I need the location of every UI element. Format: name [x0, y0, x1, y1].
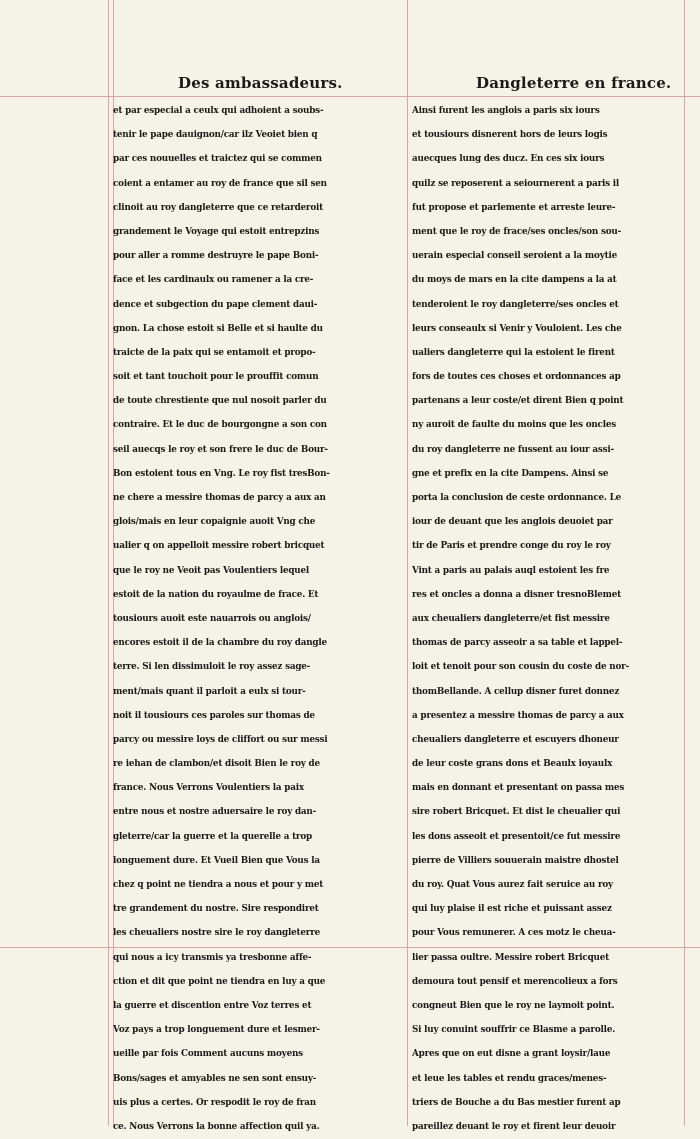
text-line: ce. Nous Verrons la bonne affection quil ya.	[113, 1121, 320, 1132]
right-text-column	[412, 99, 697, 1139]
text-line: loit et tenoit pour son cousin du coste de nor-	[412, 662, 630, 673]
text-line: pareillez deuant le roy et firent leur deuoir	[412, 1121, 616, 1132]
text-line: et tousiours disnerent hors de leurs logis	[412, 130, 608, 141]
margin-rule-left-outer	[108, 0, 109, 1126]
text-line: cheualiers dangleterre et escuyers dhoneur	[412, 734, 619, 745]
text-line: glois/mais en leur copaignie auoit Vng che	[113, 517, 316, 528]
text-line: fors de toutes ces choses et ordonnances ap	[412, 372, 621, 383]
text-line: seil auecqs le roy et son frere le duc de Bour-	[113, 444, 328, 455]
text-line: qui luy plaise il est riche et puissant assez	[412, 904, 612, 915]
text-line: les dons asseoit et presentoit/ce fut messire	[412, 831, 621, 842]
text-line: Bons/sages et amyables ne sen sont ensuy-	[113, 1073, 317, 1084]
text-line: dence et subgection du pape clement daui-	[113, 299, 318, 310]
text-line: aux cheualiers dangleterre/et fist messire	[412, 613, 610, 624]
text-line: et leue les tables et rendu graces/menes-	[412, 1073, 607, 1084]
text-line: lier passa oultre. Messire robert Bricquet	[412, 952, 609, 963]
text-line: mais en donnant et presentant on passa mes	[412, 783, 625, 794]
text-line: france. Nous Verrons Voulentiers la paix	[113, 783, 304, 794]
text-line: clinoit au roy dangleterre que ce retarderoit	[113, 202, 324, 213]
text-line: ualier q on appelloit messire robert bricquet	[113, 541, 325, 552]
text-line: tre grandement du nostre. Sire respondiret	[113, 904, 319, 915]
text-line: congneut Bien que le roy ne laymoit point.	[412, 1000, 615, 1011]
text-line: contraire. Et le duc de bourgongne a son con	[113, 420, 327, 431]
left-running-header: Des ambassadeurs.	[178, 74, 343, 92]
text-line: pierre de Villiers souuerain maistre dhostel	[412, 855, 619, 866]
text-line: iour de deuant que les anglois deuoiet par	[412, 517, 613, 528]
text-line: porta la conclusion de ceste ordonnance. Le	[412, 493, 622, 503]
text-line: pour Vous remunerer. A ces motz le cheua-	[412, 928, 616, 939]
text-line: tousiours auoit este nauarrois ou anglois/	[113, 613, 311, 624]
text-line: uis plus a certes. Or respodit le roy de fran	[113, 1097, 316, 1108]
text-line: ment/mais quant il parloit a eulx si tour-	[113, 686, 306, 697]
text-line: Ainsi furent les anglois a paris six iours	[412, 106, 600, 116]
text-line: demoura tout pensif et merencolieux a fors	[412, 976, 618, 987]
text-line: Si luy conuint souffrir ce Blasme a parolle.	[412, 1025, 616, 1036]
text-line: entre nous et nostre aduersaire le roy dan-	[113, 807, 317, 818]
text-line: du roy. Quat Vous aurez fait seruice au roy	[412, 880, 613, 890]
text-line: face et les cardinaulx ou ramener a la cre-	[113, 275, 314, 286]
text-line: thomas de parcy asseoir a sa table et lappel-	[412, 638, 623, 649]
text-line: du moys de mars en la cite dampens a la at	[412, 275, 617, 286]
right-running-header: Dangleterre en france.	[476, 74, 672, 92]
text-line: quilz se reposerent a seiournerent a paris il	[412, 178, 620, 189]
text-line: tenir le pape dauignon/car ilz Veoiet bien q	[113, 130, 318, 141]
text-line: leurs conseaulx si Venir y Vouloient. Les che	[412, 323, 622, 334]
text-line: tenderoient le roy dangleterre/ses oncles et	[412, 299, 619, 310]
text-line: de toute chrestiente que nul nosoit parler du	[113, 396, 327, 407]
left-text-column	[113, 99, 398, 1139]
text-line: re iehan de clambon/et disoit Bien le roy de	[113, 759, 320, 770]
text-line: qui nous a icy transmis ya tresbonne affe-	[113, 952, 312, 963]
text-line: ueille par fois Comment aucuns moyens	[113, 1049, 303, 1060]
text-line: les cheualiers nostre sire le roy dangleterre	[113, 928, 321, 939]
text-line: gnon. La chose estoit si Belle et si haulte du	[113, 323, 323, 334]
text-line: du roy dangleterre ne fussent au iour assi-	[412, 444, 614, 455]
text-line: res et oncles a donna a disner tresnoBlemet	[412, 589, 622, 600]
text-line: terre. Si len dissimuloit le roy assez sage-	[113, 662, 311, 673]
text-line: Apres que on eut disne a grant loysir/laue	[412, 1049, 611, 1060]
column-rule-divider	[407, 0, 408, 1126]
text-line: ny auroit de faulte du moins que les oncles	[412, 420, 616, 431]
text-line: uerain especial conseil seroient a la moytie	[412, 251, 618, 262]
text-line: parcy ou messire loys de cliffort ou sur messi	[113, 734, 328, 745]
text-line: Vint a paris au palais auql estoient les fre	[412, 565, 610, 576]
text-line: longuement dure. Et Vueil Bien que Vous la	[113, 855, 320, 866]
text-line: traicte de la paix qui se entamoit et propo-	[113, 347, 316, 358]
text-line: ment que le roy de frace/ses oncles/son sou-	[412, 226, 622, 237]
text-line: estoit de la nation du royaulme de frace. Et	[113, 589, 319, 600]
text-line: a presentez a messire thomas de parcy a aux	[412, 710, 624, 721]
text-line: Bon estoient tous en Vng. Le roy fist tresBon-	[113, 468, 330, 479]
text-line: partenans a leur coste/et dirent Bien q point	[412, 396, 624, 407]
text-line: de leur coste grans dons et Beaulx ioyaulx	[412, 759, 613, 770]
text-line: ne chere a messire thomas de parcy a aux an	[113, 493, 326, 503]
text-line: et par especial a ceulx qui adhoient a soubs-	[113, 106, 324, 116]
text-line: la guerre et discention entre Voz terres et	[113, 1000, 312, 1011]
text-line: grandement le Voyage qui estoit entrepzins	[113, 226, 320, 237]
text-line: encores estoit il de la chambre du roy dangle	[113, 638, 327, 649]
text-line: sire robert Bricquet. Et dist le cheualier qui	[412, 807, 621, 818]
text-line: gleterre/car la guerre et la querelle a trop	[113, 831, 312, 842]
text-line: triers de Bouche a du Bas mestier furent ap	[412, 1097, 621, 1108]
text-line: soit et tant touchoit pour le prouffit comun	[113, 372, 319, 383]
text-line: thomBellande. A cellup disner furet donnez	[412, 686, 620, 697]
text-line: ualiers dangleterre qui la estoient le firent	[412, 347, 615, 358]
text-line: Voz pays a trop longuement dure et lesmer-	[113, 1025, 320, 1036]
text-line: ction et dit que point ne tiendra en luy a que	[113, 976, 326, 987]
text-line: chez q point ne tiendra a nous et pour y met	[113, 880, 324, 890]
text-line: tir de Paris et prendre conge du roy le roy	[412, 541, 611, 552]
text-line: gne et prefix en la cite Dampens. Ainsi se	[412, 468, 609, 479]
text-line: auecques lung des ducz. En ces six iours	[412, 154, 605, 165]
text-line: fut propose et parlemente et arreste leure-	[412, 202, 616, 213]
text-line: coient a entamer au roy de france que sil sen	[113, 178, 327, 189]
text-line: pour aller a romme destruyre le pape Boni-	[113, 251, 319, 262]
text-line: par ces nouuelles et traictez qui se commen	[113, 154, 322, 165]
text-line: que le roy ne Veoit pas Voulentiers lequel	[113, 565, 310, 576]
text-line: noit il tousiours ces paroles sur thomas de	[113, 710, 315, 721]
